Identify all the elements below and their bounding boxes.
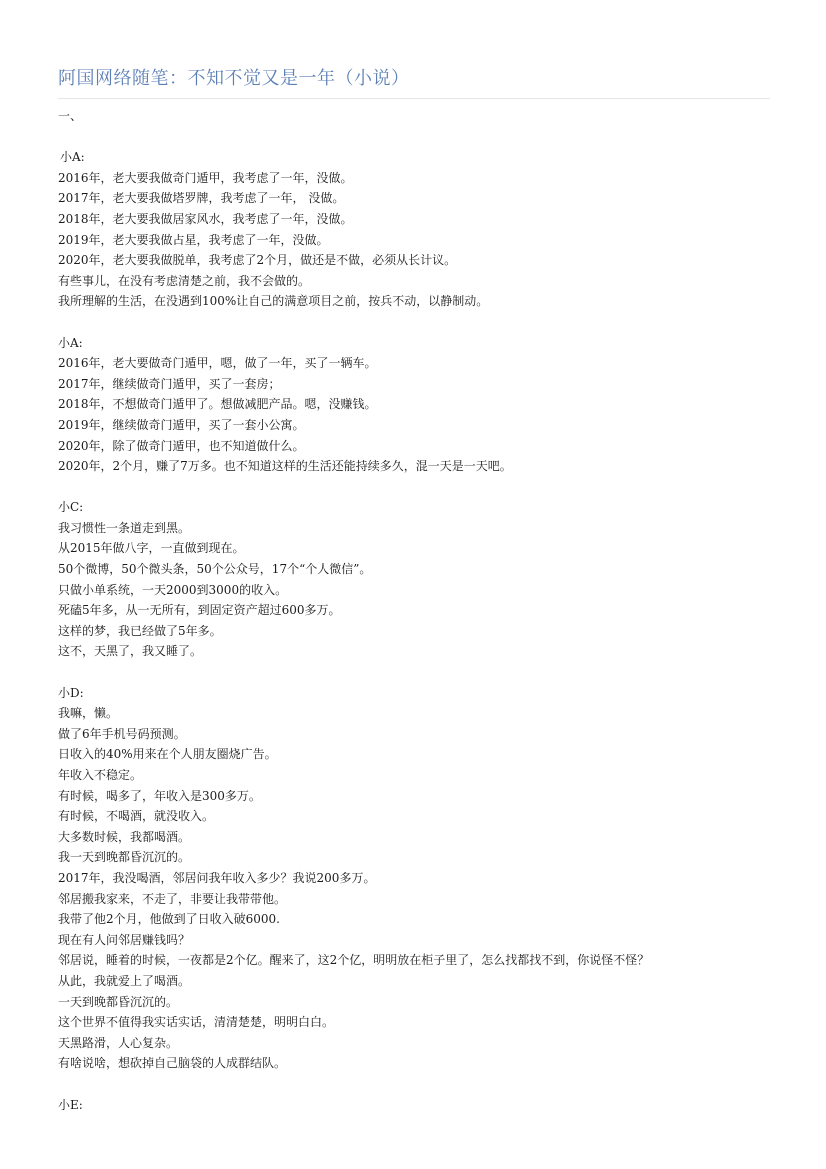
section-label: 小A: (58, 335, 83, 350)
text-line: 从2015年做八字，一直做到现在。 (58, 541, 245, 556)
text-line: 这样的梦，我已经做了5年多。 (58, 623, 222, 638)
text-line: 这个世界不值得我实话实话，清清楚楚，明明白白。 (58, 1015, 335, 1030)
text-line: 2018年，老大要我做居家风水，我考虑了一年，没做。 (58, 211, 353, 226)
text-line: 有时候，不喝酒，就没收入。 (58, 809, 215, 824)
text-line: 我习惯性一条道走到黑。 (58, 520, 191, 535)
text-line: 2017年，我没喝酒，邻居问我年收入多少？我说200多万。 (58, 870, 376, 885)
section-label: 小A: (60, 150, 85, 165)
text-line: 我嘛，懒。 (58, 706, 119, 721)
text-line: 邻居说，睡着的时候，一夜都是2个亿。醒来了，这2个亿，明明放在柜子里了，怎么找都找不到，你说怪不怪？ (58, 953, 650, 968)
text-line: 死磕5年多，从一无所有，到固定资产超过600多万。 (58, 603, 341, 618)
chapter-heading: 一、 (58, 109, 83, 123)
text-line: 日收入的40%用来在个人朋友圈烧广告。 (58, 747, 277, 762)
spacer (58, 1074, 770, 1095)
text-line: 2017年，继续做奇门遁甲，买了一套房； (58, 376, 281, 391)
article-body (58, 106, 770, 1115)
text-line: 邻居搬我家来，不走了，非要让我带带他。 (58, 891, 287, 906)
text-line: 50个微博，50个微头条，50个公众号，17个“个人微信”。 (58, 562, 372, 577)
spacer (58, 662, 770, 683)
text-line: 我所理解的生活，在没遇到100%让自己的满意项目之前，按兵不动，以静制动。 (58, 294, 489, 309)
section-label: 小E: (58, 1097, 83, 1112)
text-line: 一天到晚都昏沉沉的。 (58, 994, 179, 1009)
text-line: 2019年，老大要我做占星，我考虑了一年，没做。 (58, 232, 329, 247)
text-line: 2016年，老大要我做奇门遁甲，我考虑了一年，没做。 (58, 170, 353, 185)
text-line: 我带了他2个月，他做到了日收入破6000. (58, 912, 280, 927)
text-line: 2016年，老大要做奇门遁甲，嗯，做了一年，买了一辆车。 (58, 356, 377, 371)
text-line: 2017年，老大要我做塔罗牌，我考虑了一年， 没做。 (58, 191, 345, 206)
title-divider (58, 98, 770, 99)
text-line: 大多数时候，我都喝酒。 (58, 829, 191, 844)
text-line: 我一天到晚都昏沉沉的。 (58, 850, 191, 865)
section-label: 小C: (58, 500, 84, 515)
text-line: 这不，天黑了，我又睡了。 (58, 644, 203, 659)
page-title: 阿国网络随笔：不知不觉又是一年（小说） (58, 68, 410, 89)
text-line: 2019年，继续做奇门遁甲，买了一套小公寓。 (58, 417, 305, 432)
text-line: 年收入不稳定。 (58, 768, 143, 782)
text-line: 2020年，2个月，赚了7万多。也不知道这样的生活还能持续多久，混一天是一天吧。 (58, 459, 512, 474)
text-line: 有时候，喝多了，年收入是300多万。 (58, 788, 261, 803)
text-line: 只做小单系统，一天2000到3000的收入。 (58, 582, 288, 597)
text-line: 有些事儿，在没有考虑清楚之前，我不会做的。 (58, 273, 311, 288)
text-line: 做了6年手机号码预测。 (58, 726, 186, 741)
section-label: 小D: (58, 685, 84, 700)
text-line: 从此，我就爱上了喝酒。 (58, 973, 191, 988)
text-line: 有啥说啥，想砍掉自己脑袋的人成群结队。 (58, 1056, 287, 1071)
spacer (58, 312, 770, 333)
spacer (58, 127, 770, 148)
spacer (58, 477, 770, 498)
text-line: 2018年，不想做奇门遁甲了。想做减肥产品。嗯，没赚钱。 (58, 397, 377, 412)
text-line: 2020年，老大要我做脱单，我考虑了2个月，做还是不做，必须从长计议。 (58, 253, 457, 268)
text-line: 2020年，除了做奇门遁甲，也不知道做什么。 (58, 438, 305, 453)
text-line: 现在有人问邻居赚钱吗？ (58, 932, 191, 947)
text-line: 天黑路滑，人心复杂。 (58, 1035, 179, 1050)
